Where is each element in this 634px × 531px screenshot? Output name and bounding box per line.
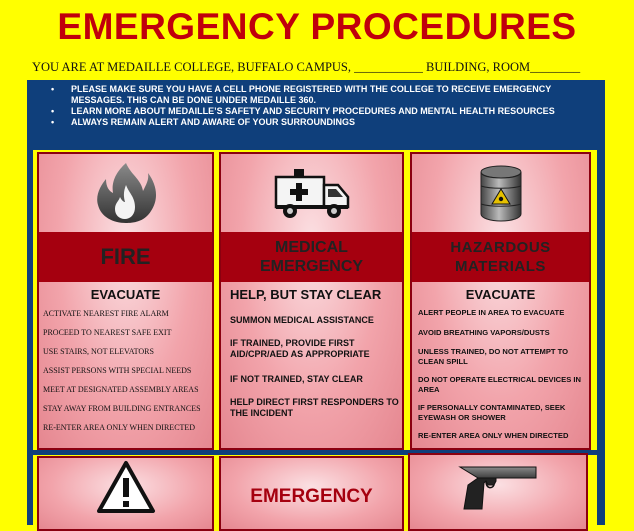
warning-triangle-icon [39,460,212,514]
hazardous-heading-line2: MATERIALS [455,258,546,275]
location-line: YOU ARE AT MEDAILLE COLLEGE, BUFFALO CAMPUS, ___________ BUILDING, ROOM________ [32,60,581,74]
list-item: DO NOT OPERATE ELECTRICAL DEVICES IN AREA [418,375,581,394]
hazardous-heading [412,232,589,282]
list-item: MEET AT DESIGNATED ASSEMBLY AREAS [43,385,199,394]
fire-action: EVACUATE [90,287,161,302]
list-item: RE-ENTER AREA ONLY WHEN DIRECTED [418,431,569,440]
medical-heading-line2: EMERGENCY [259,258,364,275]
handgun-icon [410,461,586,513]
medical-action: HELP, BUT STAY CLEAR [230,287,382,302]
biohazard-barrel-icon [412,154,589,232]
weapon-card [408,453,588,531]
notice-item: • PLEASE MAKE SURE YOU HAVE A CELL PHONE REGISTERED WITH THE COLLEGE TO RECEIVE EMERGENCY MESSAGES. THIS CAN BE DONE UNDER MEDAILLE 360. [51,84,605,106]
list-item: UNLESS TRAINED, DO NOT ATTEMPT TO CLEAN SPILL [418,347,569,366]
list-item: PROCEED TO NEAREST SAFE EXIT [43,328,172,337]
notice-item: • ALWAYS REMAIN ALERT AND AWARE OF YOUR SURROUNDINGS [51,117,605,128]
list-item: ALERT PEOPLE IN AREA TO EVACUATE [418,308,565,317]
ambulance-icon [221,154,402,232]
list-item: AVOID BREATHING VAPORS/DUSTS [418,327,550,337]
hazardous-action: EVACUATE [465,287,536,302]
border-right [597,150,605,525]
emergency-label: EMERGENCY [250,486,373,507]
page-title: EMERGENCY PROCEDURES [57,6,577,47]
notice-box [27,80,605,150]
border-left [27,150,33,525]
fire-icon [39,154,212,232]
medical-heading [221,232,402,282]
list-item: IF NOT TRAINED, STAY CLEAR [230,374,363,384]
notice-item: • LEARN MORE ABOUT MEDAILLE’S SAFETY AND SECURITY PROCEDURES AND MENTAL HEALTH RESOURCES [51,106,605,117]
fire-heading: FIRE [39,232,212,282]
medical-card [219,152,404,450]
list-item: RE-ENTER AREA ONLY WHEN DIRECTED [43,423,196,432]
fire-card [37,152,214,450]
medical-heading-line1: MEDICAL [275,239,348,256]
list-item: ACTIVATE NEAREST FIRE ALARM [43,309,169,318]
hazardous-heading-line1: HAZARDOUS [450,239,551,256]
list-item: ASSIST PERSONS WITH SPECIAL NEEDS [43,366,192,375]
list-item: SUMMON MEDICAL ASSISTANCE [230,315,374,325]
emergency-card [219,456,404,531]
hazardous-card [410,152,591,450]
list-item: STAY AWAY FROM BUILDING ENTRANCES [43,404,201,413]
warning-card [37,456,214,531]
list-item: USE STAIRS, NOT ELEVATORS [43,347,154,356]
list-item: IF PERSONALLY CONTAMINATED, SEEK EYEWASH OR SHOWER [418,403,566,422]
list-item: HELP DIRECT FIRST RESPONDERS TO THE INCIDENT [230,397,399,418]
list-item: IF TRAINED, PROVIDE FIRST AID/CPR/AED AS APPROPRIATE [230,338,370,359]
